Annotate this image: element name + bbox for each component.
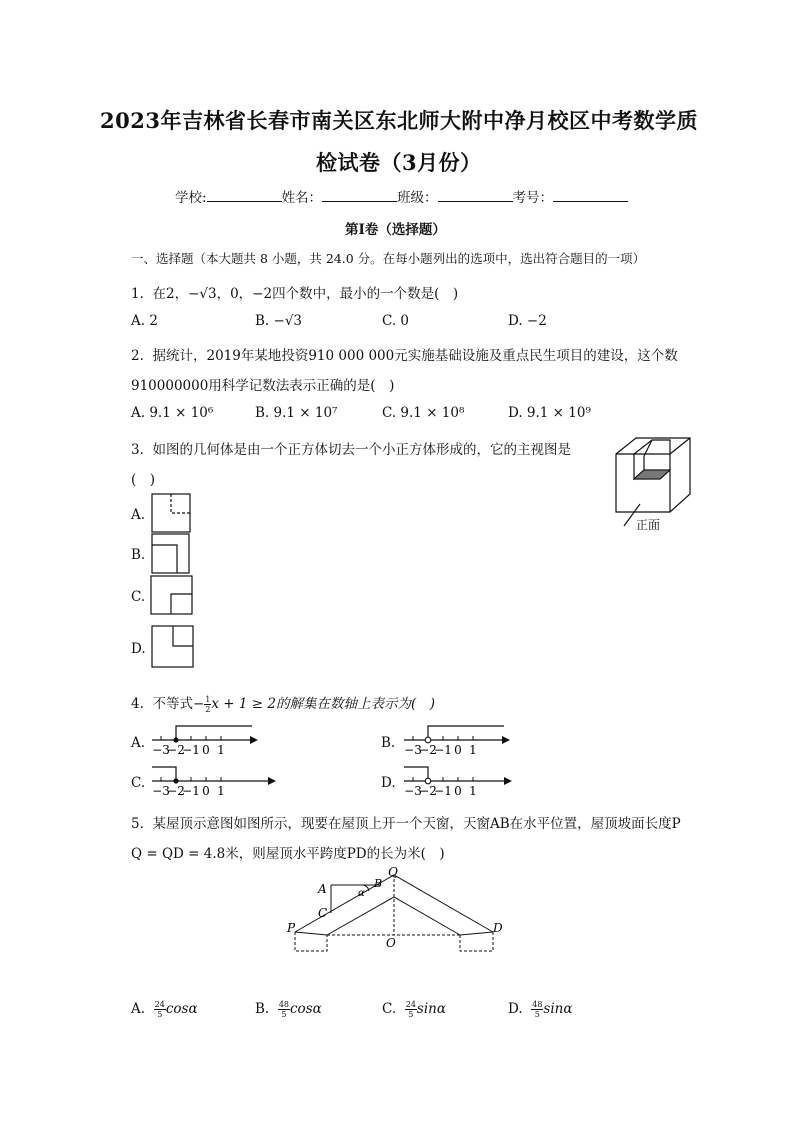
q4-option-a-label[interactable]: A. — [131, 735, 146, 751]
axis-arrow — [268, 777, 276, 785]
q4-option-d-label[interactable]: D. — [381, 775, 396, 791]
tick-label: 1 — [469, 743, 477, 757]
exam-no-blank[interactable] — [553, 201, 628, 202]
q3-number: 3. — [131, 442, 144, 458]
doc-title-line1: 2023年吉林省长春市南关区东北师大附中净月校区中考数学质 — [100, 108, 698, 133]
q5-text-line1: 某屋顶示意图如图所示，现要在屋顶上开一个天窗，天窗AB在水平位置，屋顶坡面长度P — [152, 816, 681, 832]
q5-point-o: O — [386, 936, 396, 950]
q4-frac-den: 2 — [205, 705, 211, 714]
tick-label: −3 — [152, 743, 170, 757]
q5-option-d-fn: sinα — [543, 1001, 573, 1017]
q5-option-c-frac — [405, 1000, 417, 1019]
q1-option-c[interactable]: C. 0 — [382, 313, 410, 329]
tick-label: −3 — [404, 743, 422, 757]
tick-label: 1 — [217, 784, 225, 798]
q4-text-pre: 不等式− — [152, 696, 205, 712]
q5-point-a: A — [318, 882, 327, 896]
q4-frac-num: 1 — [205, 695, 211, 704]
q1-option-b[interactable]: B. −√3 — [255, 313, 303, 329]
q5-option-d-num: 48 — [532, 1000, 543, 1009]
tick-label: −2 — [419, 784, 437, 798]
info-row — [175, 186, 628, 206]
q5-option-b-letter: B. — [255, 1001, 270, 1017]
closed-endpoint — [173, 778, 178, 783]
q3-option-a-figure[interactable] — [151, 493, 191, 533]
q3-stem-line1 — [131, 438, 571, 458]
q5-option-c-fn: sinα — [416, 1001, 446, 1017]
solution-ray — [404, 767, 428, 781]
school-blank[interactable] — [207, 201, 282, 202]
tick-label: −3 — [152, 784, 170, 798]
tick-label: −2 — [167, 743, 185, 757]
q4-numberline-b[interactable] — [402, 722, 512, 760]
school-label: 学校: — [175, 190, 207, 206]
q5-point-p: P — [287, 921, 296, 935]
q5-option-d-letter: D. — [508, 1001, 523, 1017]
q2-option-b[interactable]: B. 9.1 × 10⁷ — [255, 405, 338, 421]
open-endpoint — [425, 737, 431, 743]
tick-label: −1 — [434, 743, 452, 757]
q4-option-c-label[interactable]: C. — [131, 775, 146, 791]
q5-option-a-frac — [154, 1000, 166, 1019]
q5-point-d: D — [493, 921, 503, 935]
tick-label: 0 — [454, 743, 462, 757]
q2-stem-line1 — [131, 344, 678, 364]
q5-option-a-den: 5 — [157, 1010, 163, 1019]
tick-label: −3 — [404, 784, 422, 798]
class-blank[interactable] — [438, 201, 513, 202]
q5-option-b-fn: cosα — [290, 1001, 322, 1017]
q4-numberline-c[interactable] — [150, 763, 278, 801]
q5-point-q: Q — [388, 865, 398, 879]
q5-option-c-letter: C. — [382, 1001, 397, 1017]
q2-number: 2. — [131, 348, 144, 364]
q3-option-d-figure[interactable] — [151, 625, 195, 669]
tick-label: 0 — [202, 743, 210, 757]
tick-label: −2 — [167, 784, 185, 798]
q3-option-a-label[interactable]: A. — [131, 507, 146, 523]
q5-option-b-frac — [278, 1000, 290, 1019]
q5-option-b[interactable] — [255, 1000, 322, 1019]
q5-roof-figure — [285, 865, 510, 955]
q2-text-line1: 据统计，2019年某地投资910 000 000元实施基础设施及重点民生项目的建设，这个数 — [152, 348, 678, 364]
q3-option-b-label[interactable]: B. — [131, 547, 146, 563]
q5-option-b-num: 48 — [278, 1000, 289, 1009]
q5-option-c-den: 5 — [408, 1010, 414, 1019]
q4-numberline-d[interactable] — [402, 763, 514, 801]
axis-arrow — [504, 777, 512, 785]
solution-ray — [152, 767, 176, 781]
q3-option-b-figure[interactable] — [151, 533, 191, 575]
q1-number: 1. — [131, 286, 144, 302]
tick-label: −2 — [419, 743, 437, 757]
q3-front-label: 正面 — [636, 518, 661, 532]
axis-arrow — [502, 736, 510, 744]
q5-option-a-fn: cosα — [165, 1001, 198, 1017]
q3-option-d-label[interactable]: D. — [131, 641, 146, 657]
q4-text-post: x + 1 ≥ 2的解集在数轴上表示为( ) — [211, 696, 436, 712]
q5-option-a[interactable] — [131, 1000, 198, 1019]
q5-option-c-num: 24 — [405, 1000, 416, 1009]
tick-label: 0 — [454, 784, 462, 798]
open-endpoint — [425, 778, 431, 784]
tick-label: −1 — [182, 784, 200, 798]
q4-option-b-label[interactable]: B. — [381, 735, 396, 751]
q5-option-d-den: 5 — [534, 1010, 540, 1019]
q2-option-d[interactable]: D. 9.1 × 10⁹ — [508, 405, 591, 421]
tick-label: 0 — [202, 784, 210, 798]
tick-label: −1 — [434, 784, 452, 798]
q5-stem-line1 — [131, 812, 681, 832]
class-label: 班级： — [397, 190, 438, 206]
q1-option-d[interactable]: D. −2 — [508, 313, 547, 329]
solution-ray — [176, 726, 252, 740]
tick-label: 1 — [469, 784, 477, 798]
axis-arrow — [250, 736, 258, 744]
q3-option-c-label[interactable]: C. — [131, 589, 146, 605]
q5-point-c: C — [318, 906, 328, 920]
q5-option-d-frac — [531, 1000, 543, 1019]
q5-option-c[interactable] — [382, 1000, 446, 1019]
q3-text-line2: ( ) — [131, 472, 156, 488]
q1-text: 在2，−√3，0，−2四个数中，最小的一个数是( ) — [152, 286, 459, 302]
q3-option-c-figure[interactable] — [150, 575, 194, 615]
name-label: 姓名： — [281, 190, 323, 206]
name-blank[interactable] — [322, 201, 397, 202]
q5-option-d[interactable] — [508, 1000, 572, 1019]
solution-ray — [428, 726, 504, 740]
closed-endpoint — [173, 737, 178, 742]
q5-option-a-num: 24 — [154, 1000, 165, 1009]
q5-option-b-den: 5 — [281, 1010, 287, 1019]
q4-stem — [131, 692, 435, 714]
q5-option-a-letter: A. — [131, 1001, 146, 1017]
part-heading: 第Ⅰ卷（选择题） — [345, 222, 446, 238]
q4-number: 4. — [131, 696, 144, 712]
q4-numberline-a[interactable] — [150, 722, 260, 760]
tick-label: 1 — [217, 743, 225, 757]
q3-text-line1: 如图的几何体是由一个正方体切去一个小正方体形成的，它的主视图是 — [152, 442, 571, 458]
q2-option-a[interactable]: A. 9.1 × 10⁶ — [131, 405, 214, 421]
q5-angle-alpha: α — [358, 888, 365, 899]
q5-number: 5. — [131, 816, 144, 832]
q2-text-line2: 910000000用科学记数法表示正确的是( ) — [131, 378, 395, 394]
tick-label: −1 — [182, 743, 200, 757]
exam-no-label: 考号： — [512, 190, 554, 206]
doc-title-line2: 检试卷（3月份） — [316, 150, 482, 175]
q1-stem — [131, 282, 458, 302]
q5-point-b: B — [374, 877, 383, 890]
q1-option-a[interactable]: A. 2 — [131, 313, 158, 329]
q5-text-line2: Q = QD = 4.8米，则屋顶水平跨度PD的长为米( ) — [131, 846, 445, 862]
q2-option-c[interactable]: C. 9.1 × 10⁸ — [382, 405, 465, 421]
section-heading: 一、选择题（本大题共 8 小题，共 24.0 分。在每小题列出的选项中，选出符合题目的一项） — [131, 251, 646, 266]
